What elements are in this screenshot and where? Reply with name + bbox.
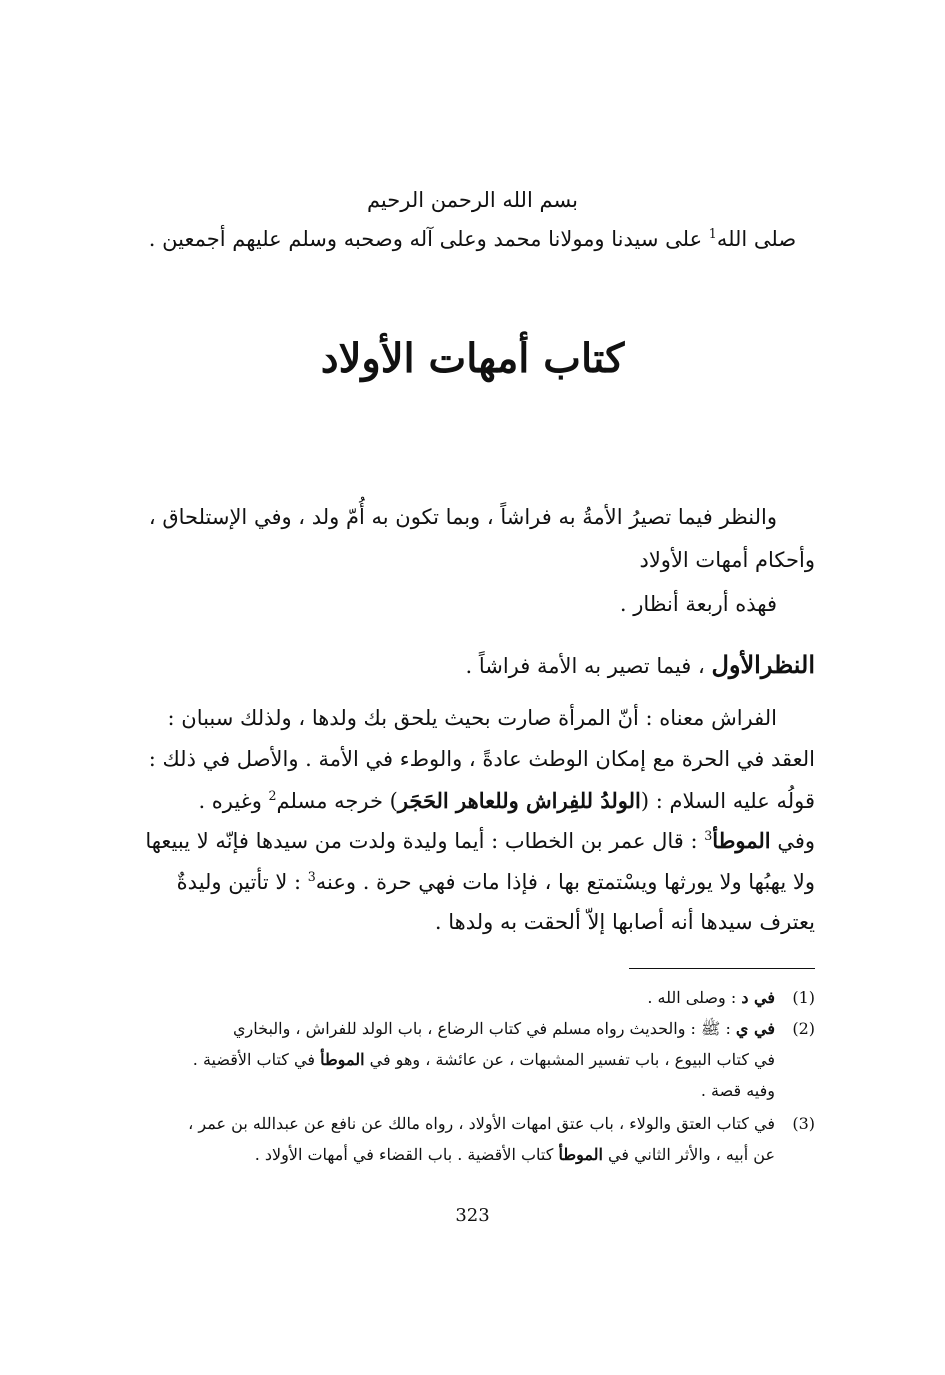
- footnote-1-b: : وصلى الله .: [647, 988, 742, 1007]
- footnote-2: [233, 1019, 815, 1042]
- basmala: بسم الله الرحمن الرحيم: [366, 188, 579, 212]
- footnote-3-l2-a: عن أبيه ، والأثر الثاني في: [602, 1145, 775, 1164]
- intro-line-2: وأحكام أمهات الأولاد: [639, 548, 815, 572]
- para-line-4: [145, 828, 815, 853]
- para-line-3: [198, 788, 815, 813]
- footnote-2-l2-c: في كتاب الأقضية .: [192, 1050, 321, 1069]
- para-line-5-b: : لا تأتين وليدةٌ: [176, 870, 308, 894]
- para-line-5: [177, 869, 815, 894]
- para-line-3-c: ) خرجه مسلم: [276, 789, 398, 813]
- intro-line-3: فهذه أربعة أنظار .: [619, 592, 777, 616]
- muwatta-ref: الموطأ: [558, 1145, 603, 1164]
- hadith-quote: الولدُ للفِراش وللعاهر الحَجَر: [397, 788, 641, 813]
- page-number: 323: [455, 1205, 490, 1226]
- footnote-3-line-2: [255, 1145, 775, 1164]
- footnote-number: (2): [792, 1019, 815, 1038]
- footnote-2-line-3: وفيه قصة .: [700, 1081, 775, 1100]
- muwatta-ref: الموطأ: [712, 828, 771, 853]
- section-heading-line: [466, 650, 816, 679]
- muwatta-ref: الموطأ: [320, 1050, 365, 1069]
- footnote-3-l2-c: كتاب الأقضية . باب القضاء في أمهات الأولاد .: [254, 1145, 559, 1164]
- para-line-4-a: وفي: [770, 829, 815, 853]
- footnote-ref: 2: [268, 788, 277, 803]
- footnote-ref: 3: [307, 869, 316, 884]
- salat-line: [0, 226, 945, 251]
- footnote-2-l2-a: في كتاب البيوع ، باب تفسير المشبهات ، عن عائشة ، وهو في: [364, 1050, 775, 1069]
- footnote-2-line-2: [193, 1050, 775, 1069]
- para-line-5-a: ولا يهبُها ولا يورثها ويسْتمتع بها ، فإذا مات فهي حرة . وعنه: [315, 870, 815, 894]
- section-heading: النظرالأول: [711, 650, 815, 679]
- para-line-3-a: قولُه عليه السلام : (: [640, 789, 815, 813]
- footnote-1: [647, 988, 815, 1007]
- chapter-title: كتاب أمهات الأولاد: [320, 335, 625, 382]
- section-heading-rest: ، فيما تصير به الأمة فراشاً .: [465, 654, 712, 678]
- para-line-6: يعترف سيدها أنه أصابها إلاّ ألحقت به ولدها .: [434, 910, 815, 934]
- salat-text-a: صلى الله: [716, 227, 797, 251]
- footnote-ref: 3: [704, 828, 713, 843]
- footnote-number: (1): [792, 988, 815, 1007]
- footnote-number: (3): [792, 1114, 815, 1133]
- footnote-2-b: : ﷺ : والحديث رواه مسلم في كتاب الرضاع ، باب الولد للفراش ، والبخاري: [233, 1019, 736, 1038]
- salat-text-b: على سيدنا ومولانا محمد وعلى آله وصحبه وسلم عليهم أجمعين .: [148, 227, 709, 251]
- para-line-3-d: وغيره .: [198, 789, 269, 813]
- footnote-3-l1: في كتاب العتق والولاء ، باب عتق امهات الأولاد ، رواه مالك عن نافع عن عبدالله بن عمر ،: [188, 1114, 775, 1133]
- intro-line-1: والنظر فيما تصيرُ الأمةُ به فراشاً ، وبما تكون به أُمّ ولد ، وفي الإستلحاق ،: [148, 505, 777, 529]
- footnote-1-a: في د: [741, 988, 775, 1007]
- footnote-ref: 1: [708, 226, 717, 241]
- footnote-separator: [629, 968, 815, 969]
- footnote-3: [188, 1114, 815, 1133]
- footnote-2-a: في ي: [735, 1019, 775, 1038]
- para-line-1: الفراش معناه : أنّ المرأة صارت بحيث يلحق بك ولدها ، ولذلك سببان :: [167, 706, 777, 730]
- para-line-4-c: : قال عمر بن الخطاب : أيما وليدة ولدت من سيدها فإنّه لا يبيعها: [145, 829, 705, 853]
- para-line-2: العقد في الحرة مع إمكان الوطث عادةً ، والوطء في الأمة . والأصل في ذلك :: [148, 747, 815, 771]
